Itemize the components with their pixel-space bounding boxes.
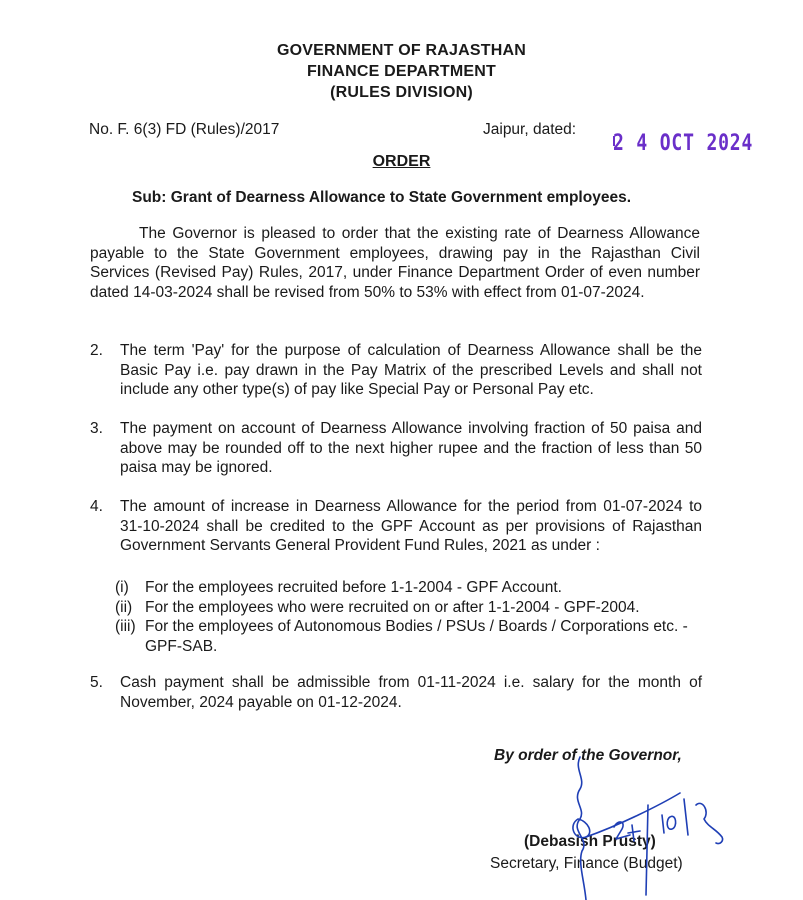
- item-4: [90, 497, 702, 556]
- item-2: [90, 341, 702, 400]
- item-text: The payment on account of Dearness Allowance involving fraction of 50 paisa and above may be rounded off to the next higher rupee and the fraction of less than 50 paisa may be ignored.: [120, 420, 702, 477]
- sub-item-numeral: (iii): [115, 618, 136, 636]
- sub-item-iii: [115, 617, 705, 656]
- item-number: 5.: [90, 674, 103, 691]
- item-text: The amount of increase in Dearness Allowance for the period from 01-07-2024 to 31-10-2024 shall be credited to the GPF Account as per provisions of Rajasthan Government Servants General Provident Fund Rules, 2021 as under :: [120, 498, 702, 555]
- order-title: ORDER: [372, 153, 431, 170]
- gpf-sub-items: [115, 578, 705, 656]
- item-5: [90, 673, 702, 712]
- reference-number: No. F. 6(3) FD (Rules)/2017: [89, 121, 280, 138]
- document-header: [0, 40, 803, 103]
- dated-label: Jaipur, dated:: [483, 121, 577, 138]
- sub-item-numeral: (i): [115, 579, 129, 596]
- sub-item-ii: [115, 598, 705, 618]
- signatory-name: (Debasish Prusty): [524, 833, 656, 850]
- item-3: [90, 419, 702, 478]
- item-text: The term 'Pay' for the purpose of calculation of Dearness Allowance shall be the Basic Pay i.e. pay drawn in the Pay Matrix of the prescribed Levels and shall not include any other type(s) of pay like Special Pay or Personal Pay etc.: [120, 342, 702, 399]
- item-text: Cash payment shall be admissible from 01-11-2024 i.e. salary for the month of November, 2024 payable on 01-12-2024.: [120, 674, 702, 711]
- by-order-line: By order of the Governor,: [494, 747, 682, 764]
- sub-item-text: For the employees who were recruited on or after 1-1-2004 - GPF-2004.: [145, 598, 640, 616]
- item-number: 2.: [90, 342, 103, 359]
- subject-line: Sub: Grant of Dearness Allowance to State Government employees.: [132, 189, 631, 206]
- paragraph-1: The Governor is pleased to order that the existing rate of Dearness Allowance payable to the State Government employees, drawing pay in the Rajasthan Civil Services (Revised Pay) Rules, 2017, under Finance Department Order of even number dated 14-03-2024 shall be revised from 50% to 53% with effect from 01-07-2024.: [90, 225, 700, 301]
- header-government: GOVERNMENT OF RAJASTHAN: [276, 42, 527, 59]
- header-department: FINANCE DEPARTMENT: [306, 63, 497, 80]
- sub-item-i: [115, 578, 705, 598]
- item-number: 4.: [90, 498, 103, 515]
- sub-item-text: For the employees of Autonomous Bodies / PSUs / Boards / Corporations etc. - GPF-SAB.: [145, 618, 688, 655]
- signatory-designation: Secretary, Finance (Budget): [490, 855, 683, 872]
- handwritten-signature-icon: [560, 755, 800, 900]
- item-number: 3.: [90, 420, 103, 437]
- sub-item-text: For the employees recruited before 1-1-2004 - GPF Account.: [145, 579, 562, 596]
- date-stamp: 2 4 OCT 2024: [613, 131, 754, 156]
- header-division: (RULES DIVISION): [330, 84, 473, 101]
- sub-item-numeral: (ii): [115, 598, 133, 616]
